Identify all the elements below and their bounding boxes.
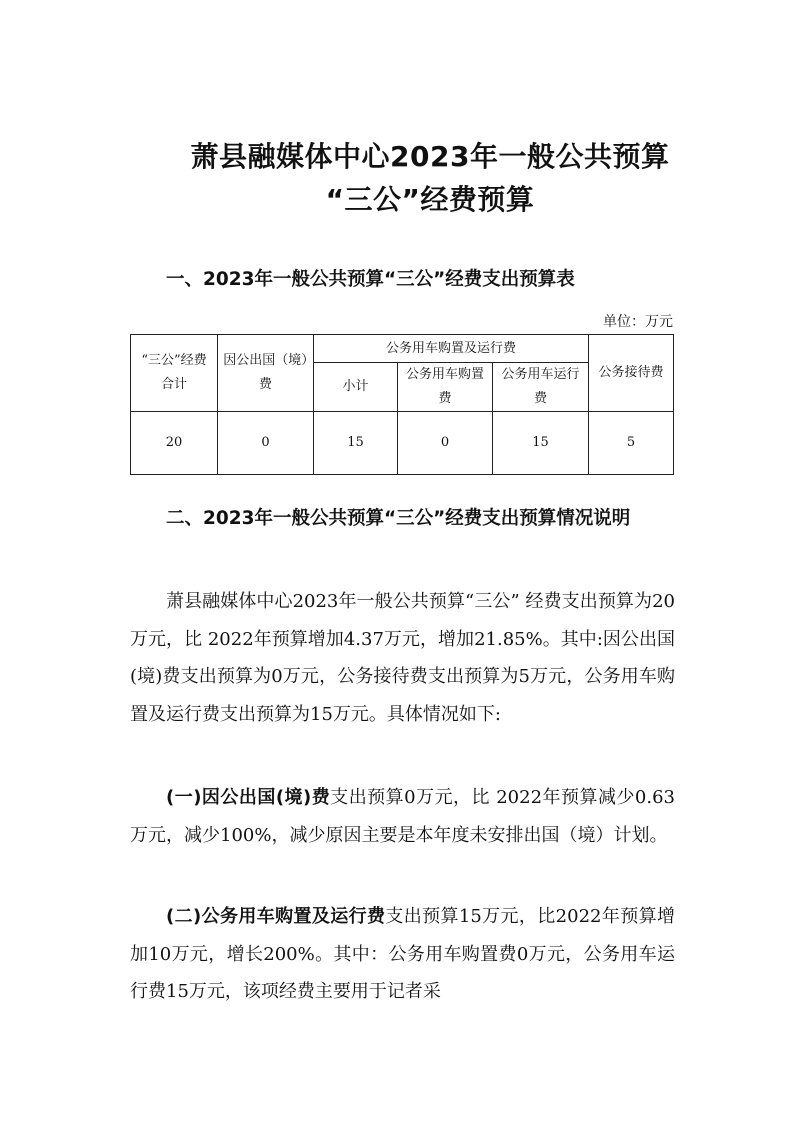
- header-vehicle-group: 公务用车购置及运行费: [314, 335, 589, 363]
- paragraph-abroad: [130, 779, 675, 854]
- unit-label: 单位：万元: [603, 314, 673, 330]
- section-2-heading: 二、2023年一般公共预算“三公”经费支出预算情况说明: [166, 508, 631, 529]
- cell-vehicle-operation: 15: [493, 412, 589, 475]
- table-row: [131, 412, 674, 475]
- paragraph-vehicle-lead: (二)公务用车购置及运行费: [166, 906, 386, 927]
- header-abroad: 因公出国（境）费: [218, 335, 314, 412]
- paragraph-abroad-body: 支出预算0万元，比 2022年预算减少0.63万元，减少100%，减少原因主要是本年度未安排出国（境）计划。: [130, 787, 676, 846]
- paragraph-summary: 萧县融媒体中心2023年一般公共预算“三公” 经费支出预算为20万元，比 2022年预算增加4.37万元，增加21.85%。其中:因公出国(境)费支出预算为0万元，公务接待费支出预算为5万元，公务用车购置及运行费支出预算为15万元。具体情况如下:: [130, 591, 675, 725]
- cell-reception: 5: [589, 412, 674, 475]
- cell-total: 20: [131, 412, 218, 475]
- header-subtotal: 小计: [314, 363, 398, 412]
- header-vehicle-purchase: 公务用车购置费: [398, 363, 493, 412]
- paragraph-vehicle-body: 支出预算15万元，比2022年预算增加10万元，增长200%。其中：公务用车购置费0万元，公务用车运行费15万元，该项经费主要用于记者采: [130, 906, 676, 1002]
- cell-abroad: 0: [218, 412, 314, 475]
- paragraph-vehicle: [130, 898, 675, 1011]
- header-vehicle-operation: 公务用车运行费: [493, 363, 589, 412]
- paragraph-abroad-lead: (一)因公出国(境)费: [166, 787, 331, 808]
- section-1-heading: 一、2023年一般公共预算“三公”经费支出预算表: [166, 269, 575, 290]
- cell-subtotal: 15: [314, 412, 398, 475]
- header-total: “三公”经费合计: [131, 335, 218, 412]
- document-title-line-2: “三公”经费预算: [325, 183, 535, 216]
- three-public-expenses-table: [130, 334, 674, 475]
- header-reception: 公务接待费: [589, 335, 674, 412]
- cell-vehicle-purchase: 0: [398, 412, 493, 475]
- document-title-line-1: 萧县融媒体中心2023年一般公共预算: [190, 140, 670, 173]
